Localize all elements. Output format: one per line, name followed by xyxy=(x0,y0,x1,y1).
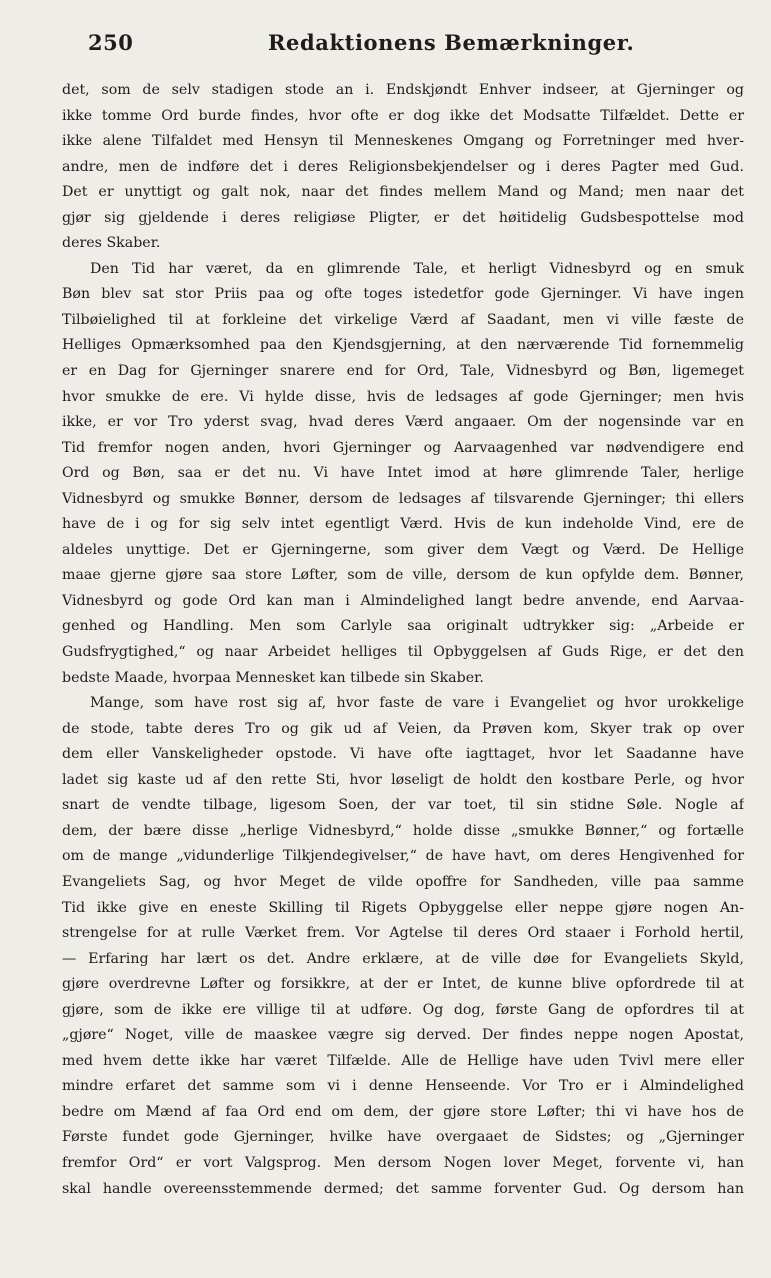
text-line: andre, men de indføre det i deres Religionsbekjendelser og i deres Pagter med Gud. xyxy=(62,158,744,175)
text-line: Tilbøielighed til at forkleine det virkelige Værd af Saadant, men vi ville fæste de xyxy=(62,311,744,328)
page-number: 250 xyxy=(88,30,134,55)
text-line: ikke alene Tilfaldet med Hensyn til Menneskenes Omgang og Forretninger med hver- xyxy=(62,133,744,150)
text-line: maae gjerne gjøre saa store Løfter, som de ville, dersom de kun opfylde dem. Bønner, xyxy=(62,567,744,584)
text-line: Evangeliets Sag, og hvor Meget de vilde opoffre for Sandheden, ville paa samme xyxy=(62,873,744,890)
text-line: dem, der bære disse „herlige Vidnesbyrd,“ holde disse „smukke Bønner,“ og fortælle xyxy=(62,822,744,839)
text-line: Den Tid har været, da en glimrende Tale, et herligt Vidnesbyrd og en smuk xyxy=(90,260,744,277)
text-line: „gjøre“ Noget, ville de maaskee vægre sig derved. Der findes neppe nogen Apostat, xyxy=(62,1027,744,1044)
text-line: mindre erfaret det samme som vi i denne Henseende. Vor Tro er i Almindelighed xyxy=(62,1078,744,1095)
text-line: Mange, som have rost sig af, hvor faste de vare i Evangeliet og hvor urokkelige xyxy=(90,695,744,712)
text-line: gjøre, som de ikke ere villige til at udføre. Og dog, første Gang de opfordres til at xyxy=(62,1001,744,1018)
running-title: Redaktionens Bemærkninger. xyxy=(268,30,635,55)
text-line: ikke tomme Ord burde findes, hvor ofte er dog ikke det Modsatte Tilfældet. Dette er xyxy=(62,107,744,124)
text-line: det, som de selv stadigen stode an i. Endskjøndt Enhver indseer, at Gjerninger og xyxy=(62,82,744,98)
text-line: bedste Maade, hvorpaa Mennesket kan tilbede sin Skaber. xyxy=(62,669,484,686)
text-line: med hvem dette ikke har været Tilfælde. Alle de Hellige have uden Tvivl mere eller xyxy=(62,1052,744,1069)
text-line: Ord og Bøn, saa er det nu. Vi have Intet imod at høre glimrende Taler, herlige xyxy=(62,465,744,482)
text-line: Tid fremfor nogen anden, hvori Gjerninger og Aarvaagenhed var nødvendigere end xyxy=(62,439,744,456)
text-line: deres Skaber. xyxy=(62,235,161,252)
text-line: gjøre overdrevne Løfter og forsikkre, at der er Intet, de kunne blive opfordrede til at xyxy=(62,976,744,993)
text-line: Vidnesbyrd og smukke Bønner, dersom de ledsages af tilsvarende Gjerninger; thi ellers xyxy=(62,490,744,507)
text-line: — Erfaring har lært os det. Andre erklære, at de ville døe for Evangeliets Skyld, xyxy=(62,950,744,967)
text-line: Bøn blev sat stor Priis paa og ofte toges istedetfor gode Gjerninger. Vi have ingen xyxy=(62,286,744,303)
text-line: Det er unyttigt og galt nok, naar det findes mellem Mand og Mand; men naar det xyxy=(62,184,744,201)
text-line: er en Dag for Gjerninger snarere end for Ord, Tale, Vidnesbyrd og Bøn, ligemeget xyxy=(62,363,744,380)
text-line: have de i og for sig selv intet egentligt Værd. Hvis de kun indeholde Vind, ere de xyxy=(62,516,744,533)
text-line: aldeles unyttige. Det er Gjerningerne, som giver dem Vægt og Værd. De Hellige xyxy=(62,541,744,558)
text-line: hvor smukke de ere. Vi hylde disse, hvis de ledsages af gode Gjerninger; men hvis xyxy=(62,388,744,405)
text-line: bedre om Mænd af faa Ord end om dem, der gjøre store Løfter; thi vi have hos de xyxy=(62,1103,744,1120)
text-line: Gudsfrygtighed,“ og naar Arbeidet helliges til Opbyggelsen af Guds Rige, er det den xyxy=(62,644,744,661)
text-line: de stode, tabte deres Tro og gik ud af Veien, da Prøven kom, Skyer trak op over xyxy=(62,720,744,737)
text-line: genhed og Handling. Men som Carlyle saa originalt udtrykker sig: „Arbeide er xyxy=(62,618,744,635)
page-header xyxy=(88,30,732,64)
text-line: dem eller Vanskeligheder opstode. Vi have ofte iagttaget, hvor let Saadanne have xyxy=(62,746,744,763)
text-line: fremfor Ord“ er vort Valgsprog. Men dersom Nogen lover Meget, forvente vi, han xyxy=(62,1154,744,1171)
body-text xyxy=(62,78,744,1202)
text-line: gjør sig gjeldende i deres religiøse Pligter, er det høitidelig Gudsbespottelse mod xyxy=(62,209,744,226)
text-line: snart de vendte tilbage, ligesom Soen, der var toet, til sin stidne Søle. Nogle af xyxy=(62,797,744,814)
text-line: skal handle overeensstemmende dermed; det samme forventer Gud. Og dersom han xyxy=(62,1180,744,1197)
text-line: ikke, er vor Tro yderst svag, hvad deres Værd angaaer. Om der nogensinde var en xyxy=(62,414,744,431)
text-line: Vidnesbyrd og gode Ord kan man i Almindelighed langt bedre anvende, end Aarvaa- xyxy=(62,592,744,609)
text-line: om de mange „vidunderlige Tilkjendegivelser,“ de have havt, om deres Hengivenhed for xyxy=(62,848,744,865)
text-line: strengelse for at rulle Værket frem. Vor Agtelse til deres Ord staaer i Forhold hertil, xyxy=(62,925,744,942)
text-line: Tid ikke give en eneste Skilling til Rigets Opbyggelse eller neppe gjøre nogen An- xyxy=(62,899,744,916)
text-line: Første fundet gode Gjerninger, hvilke have overgaaet de Sidstes; og „Gjerninger xyxy=(62,1129,744,1146)
text-line: ladet sig kaste ud af den rette Sti, hvor løseligt de holdt den kostbare Perle, og hvor xyxy=(62,771,744,788)
text-line: Helliges Opmærksomhed paa den Kjendsgjerning, at den nærværende Tid fornemmelig xyxy=(62,337,744,354)
